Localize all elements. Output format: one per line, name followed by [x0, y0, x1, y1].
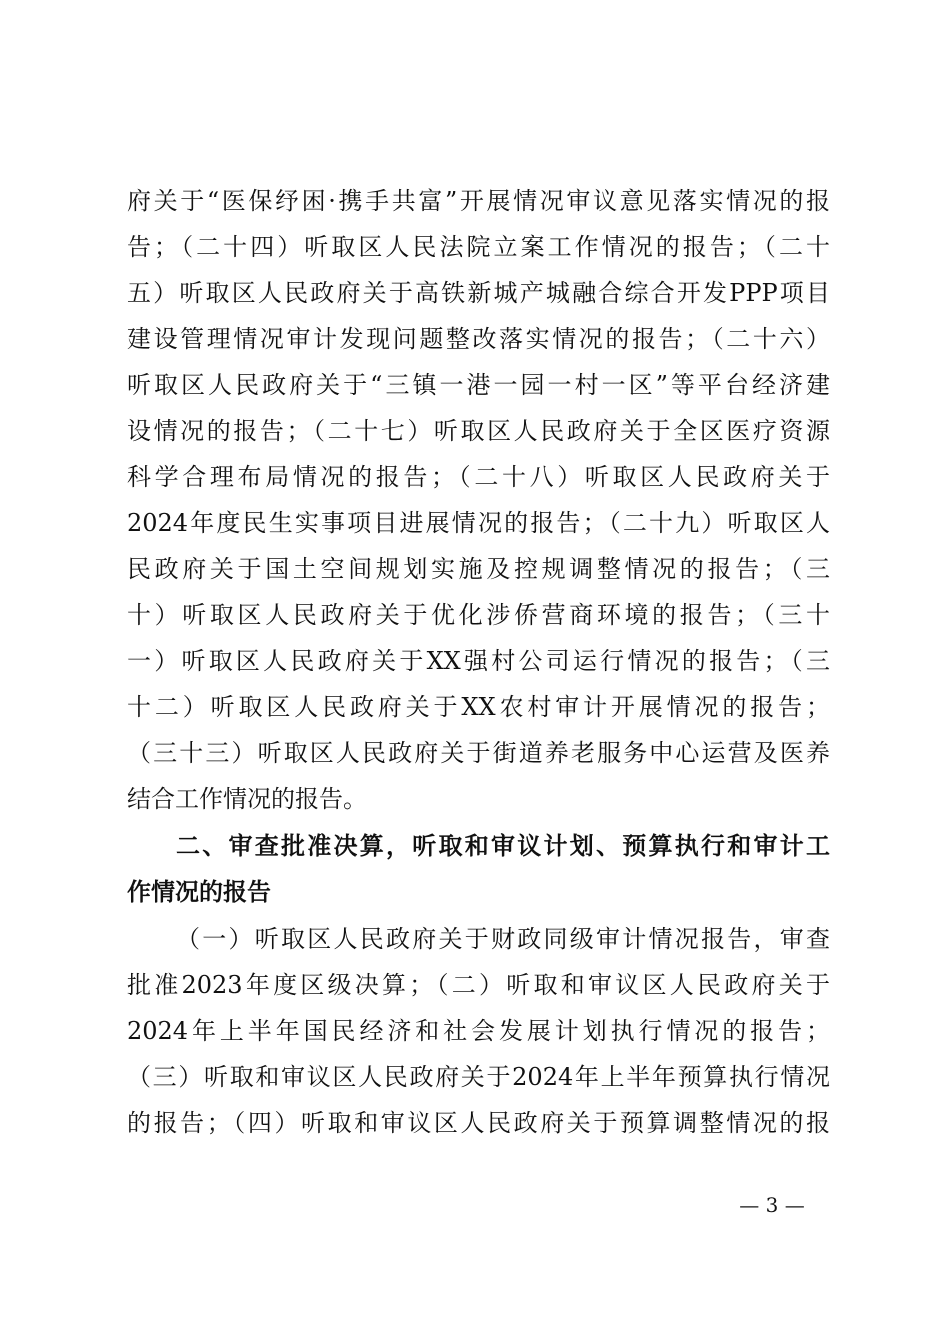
section-heading-continued: 作情况的报告	[127, 878, 271, 906]
page-number: — 3 —	[739, 1193, 805, 1217]
paragraph-line: （一）听取区人民政府关于财政同级审计情况报告，审查	[176, 925, 830, 953]
body-line: 告；（二十四）听取区人民法院立案工作情况的报告；（二十	[127, 233, 830, 261]
body-line: 十二）听取区人民政府关于XX农村审计开展情况的报告；	[127, 693, 830, 721]
paragraph-line: （三）听取和审议区人民政府关于2024年上半年预算执行情况	[127, 1063, 830, 1091]
section-heading: 二、审查批准决算，听取和审议计划、预算执行和审计工	[176, 832, 830, 860]
body-line: 一）听取区人民政府关于XX强村公司运行情况的报告；（三	[127, 647, 830, 675]
body-line: 设情况的报告；（二十七）听取区人民政府关于全区医疗资源	[127, 417, 830, 445]
body-line: 民政府关于国土空间规划实施及控规调整情况的报告；（三	[127, 555, 830, 583]
body-line: 建设管理情况审计发现问题整改落实情况的报告；（二十六）	[127, 325, 830, 353]
paragraph-line: 的报告；（四）听取和审议区人民政府关于预算调整情况的报	[127, 1109, 830, 1137]
body-line: 结合工作情况的报告。	[127, 785, 367, 813]
body-line: 科学合理布局情况的报告；（二十八）听取区人民政府关于	[127, 463, 830, 491]
body-line: 十）听取区人民政府关于优化涉侨营商环境的报告；（三十	[127, 601, 830, 629]
body-line: 2024年度民生实事项目进展情况的报告；（二十九）听取区人	[127, 509, 830, 537]
body-line: 府关于“医保纾困·携手共富”开展情况审议意见落实情况的报	[127, 187, 830, 215]
paragraph-line: 2024年上半年国民经济和社会发展计划执行情况的报告；	[127, 1017, 830, 1045]
body-line: （三十三）听取区人民政府关于街道养老服务中心运营及医养	[127, 739, 830, 767]
paragraph-line: 批准2023年度区级决算；（二）听取和审议区人民政府关于	[127, 971, 830, 999]
body-line: 听取区人民政府关于“三镇一港一园一村一区”等平台经济建	[127, 371, 830, 399]
body-line: 五）听取区人民政府关于高铁新城产城融合综合开发PPP项目	[127, 279, 830, 307]
